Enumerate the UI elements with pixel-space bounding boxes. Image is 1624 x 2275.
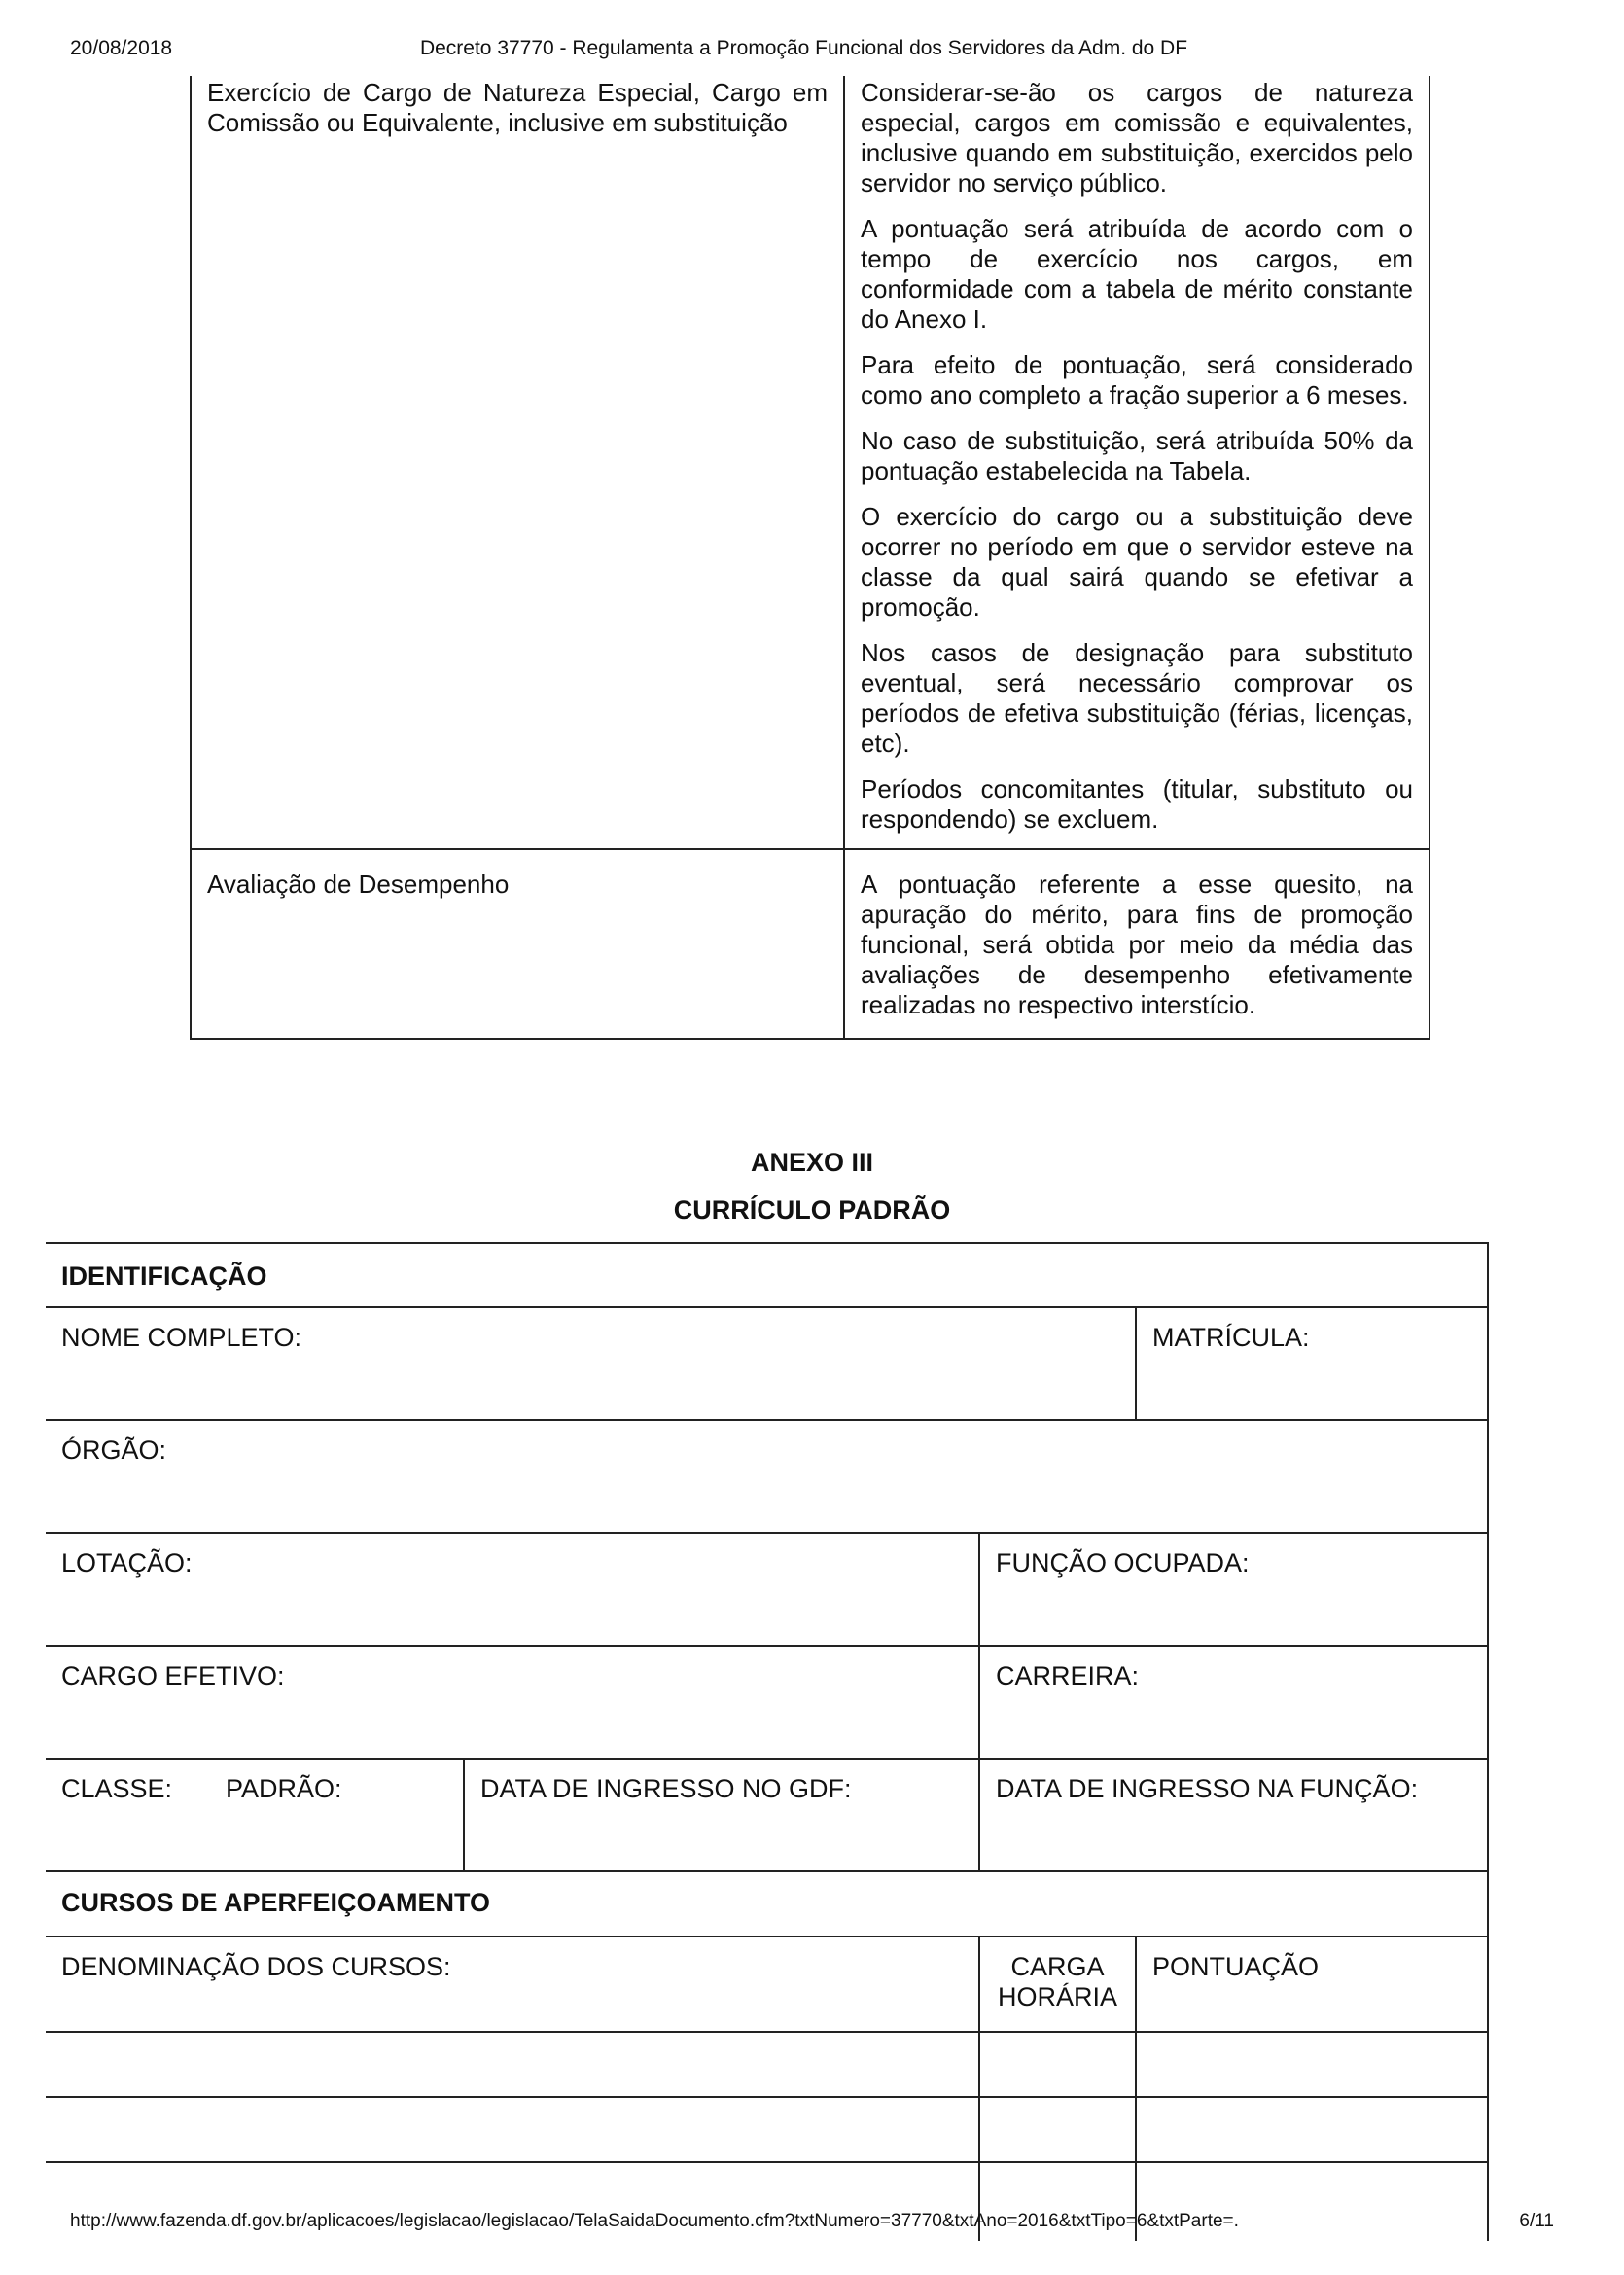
column-header-label: DENOMINAÇÃO DOS CURSOS: [61,1952,451,1981]
print-footer [70,2211,1554,2240]
criterion-description-cell [844,76,1430,849]
course-name-cell[interactable] [46,2033,980,2098]
field-label-classe: CLASSE: [61,1774,173,1803]
print-date: 20/08/2018 [70,37,173,59]
field-label: MATRÍCULA: [1152,1323,1310,1352]
criteria-row-cargo-natureza-especial [191,76,1430,849]
criterion-paragraph: Períodos concomitantes (titular, substituto ou respondendo) se excluem. [861,774,1413,834]
curriculum-form [61,1242,1524,2211]
criterion-paragraph: Para efeito de pontuação, será considerado como ano completo a fração superior a 6 meses. [861,350,1413,409]
field-carreira[interactable] [980,1647,1489,1760]
field-funcao-ocupada[interactable] [980,1534,1489,1647]
field-label: ÓRGÃO: [61,1436,167,1465]
column-header-pontuacao [1137,1937,1489,2033]
criterion-cell [191,76,844,849]
field-label: FUNÇÃO OCUPADA: [996,1548,1250,1578]
criterion-paragraph: No caso de substituição, será atribuída 50% da pontuação estabelecida na Tabela. [861,426,1413,485]
criterion-paragraph: Nos casos de designação para substituto eventual, será necessário comprovar os períodos de efetiva substituição (férias, licenças, etc). [861,638,1413,758]
column-header-label: HORÁRIA [997,1982,1118,2011]
section-title: CURSOS DE APERFEIÇOAMENTO [61,1888,491,1917]
field-classe-padrao[interactable] [46,1760,465,1872]
field-label: CARREIRA: [996,1661,1140,1690]
document-title: Decreto 37770 - Regulamenta a Promoção Funcional dos Servidores da Adm. do DF [419,37,1188,59]
field-label-padrao: PADRÃO: [226,1774,342,1803]
column-header-denominacao [46,1937,980,2033]
field-nome-completo[interactable] [46,1308,1137,1421]
course-hours-cell[interactable] [980,2033,1137,2098]
course-hours-cell[interactable] [980,2098,1137,2163]
criterion-paragraph: O exercício do cargo ou a substituição deve ocorrer no período em que o servidor esteve na classe da qual sairá quando se efetivar a promoção. [861,502,1413,622]
criterion-label: Avaliação de Desempenho [207,870,510,899]
criterion-cell [191,849,844,1039]
field-cargo-efetivo[interactable] [46,1647,980,1760]
field-label: LOTAÇÃO: [61,1548,193,1578]
course-points-cell[interactable] [1137,2098,1489,2163]
criteria-row-avaliacao-desempenho [191,849,1430,1039]
field-label: DATA DE INGRESSO NA FUNÇÃO: [996,1774,1419,1803]
field-data-ingresso-funcao[interactable] [980,1760,1489,1872]
column-header-label: CARGA [1010,1952,1105,1981]
criterion-paragraph: A pontuação referente a esse quesito, na apuração do mérito, para fins de promoção funcional, será obtida por meio da média das avaliações de desempenho efetivamente realizadas no respectivo interstício. [861,870,1413,1019]
field-label: DATA DE INGRESSO NO GDF: [480,1774,852,1803]
field-lotacao[interactable] [46,1534,980,1647]
field-label: CARGO EFETIVO: [61,1661,285,1690]
section-cursos [46,1872,1489,1937]
curriculum-form-grid [46,1242,1489,2215]
criterion-paragraph: A pontuação será atribuída de acordo com o tempo de exercício nos cargos, em conformidade com a tabela de mérito constante do Anexo I. [861,214,1413,334]
page-number: 6/11 [1519,2211,1554,2231]
section-identificacao [46,1242,1489,1308]
annex-subtitle: CURRÍCULO PADRÃO [673,1195,951,1225]
source-url[interactable]: http://www.fazenda.df.gov.br/aplicacoes/legislacao/legislacao/TelaSaidaDocumento.cfm?txtNumero=37770&txtAno=2016&txtTipo=6&txtParte=. [70,2211,1239,2231]
criterion-label: Exercício de Cargo de Natureza Especial, Cargo em Comissão ou Equivalente, inclusive em substituição [207,78,828,137]
criterion-description-cell [844,849,1430,1039]
column-header-label: PONTUAÇÃO [1152,1952,1320,1981]
criterion-paragraph: Considerar-se-ão os cargos de natureza especial, cargos em comissão e equivalentes, inclusive quando em substituição, exercidos pelo servidor no serviço público. [861,78,1413,197]
merit-criteria-table [190,76,1430,1040]
section-title: IDENTIFICAÇÃO [61,1262,267,1291]
course-points-cell[interactable] [1137,2033,1489,2098]
annex-title: ANEXO III [750,1148,874,1177]
print-header [70,37,1537,66]
field-orgao[interactable] [46,1421,1489,1534]
field-label: NOME COMPLETO: [61,1323,302,1352]
column-header-carga-horaria [980,1937,1137,2033]
course-name-cell[interactable] [46,2098,980,2163]
field-data-ingresso-gdf[interactable] [465,1760,980,1872]
field-matricula[interactable] [1137,1308,1489,1421]
